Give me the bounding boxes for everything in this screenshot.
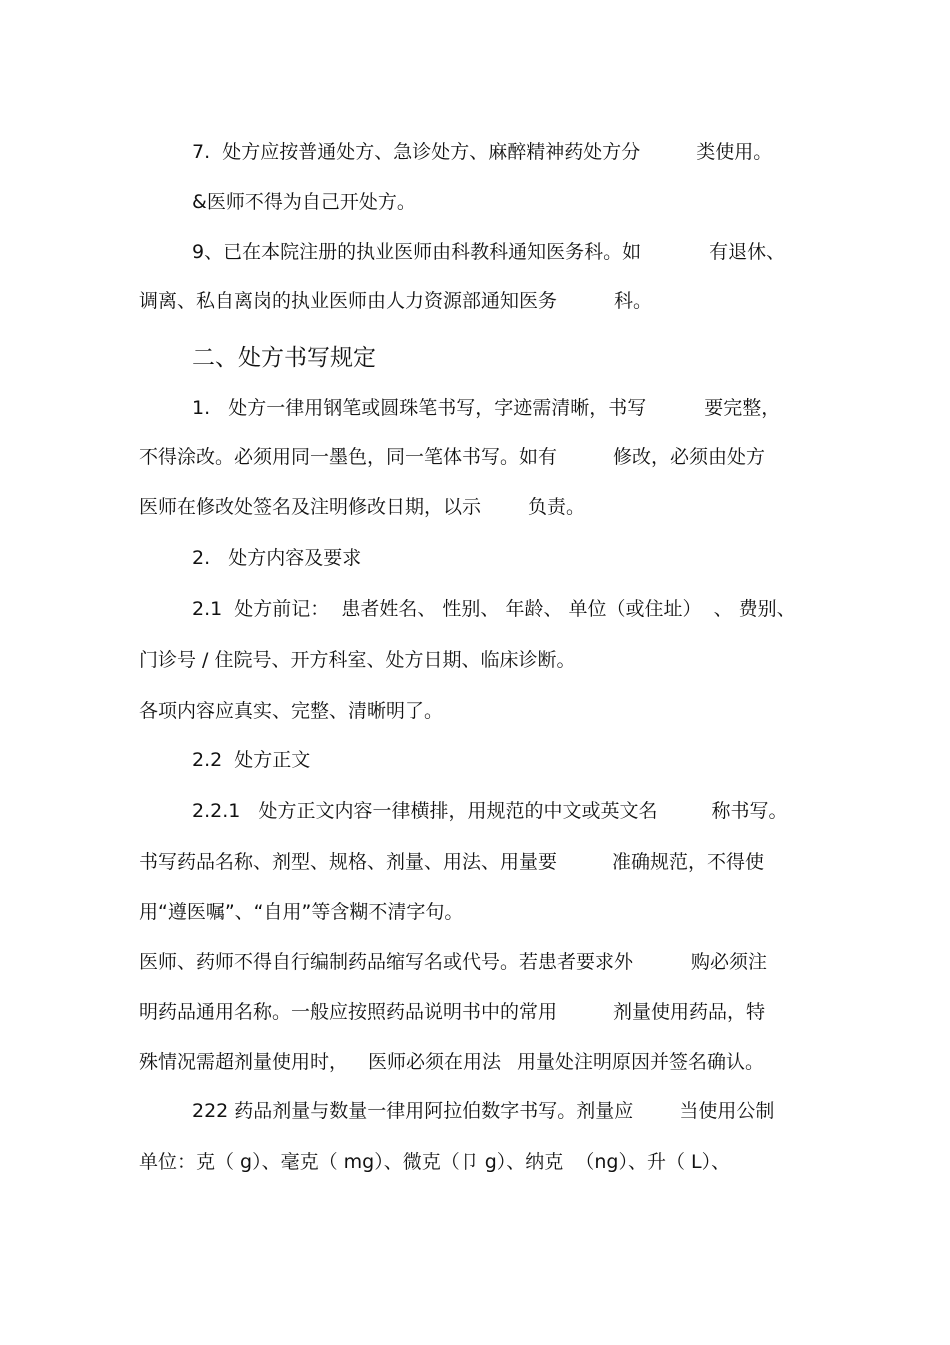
text-line-17-part-b: 购必须注	[691, 951, 768, 973]
text-line-21	[139, 1150, 730, 1174]
text-line-20-part-a: 222 药品剂量与数量一律用阿拉伯数字书写。剂量应	[192, 1100, 634, 1122]
text-line-19-part-b: 医师必须在用法	[368, 1051, 502, 1073]
text-line-14-part-a: 2.2.1 处方正文内容一律横排，用规范的中文或英文名	[192, 800, 658, 822]
text-line-4	[139, 289, 652, 313]
text-line-18	[139, 1000, 765, 1024]
text-line-10	[192, 597, 796, 621]
text-line-3-part-b: 有退休、	[709, 241, 786, 263]
text-line-15-part-a: 书写药品名称、剂型、规格、剂量、用法、用量要	[139, 851, 558, 873]
text-line-15-part-b: 准确规范，不得使	[612, 851, 765, 873]
text-line-2-part-a: &医师不得为自己开处方。	[192, 191, 416, 213]
text-line-19-part-a: 殊情况需超剂量使用时，	[139, 1051, 349, 1073]
text-line-17-part-a: 医师、药师不得自行编制药品缩写名或代号。若患者要求外	[139, 951, 634, 973]
text-line-20	[192, 1099, 774, 1123]
text-line-9	[192, 546, 361, 570]
text-line-14-part-b: 称书写。	[711, 800, 788, 822]
text-line-15	[139, 850, 764, 874]
text-line-17	[139, 950, 767, 974]
text-line-10-part-a: 2.1 处方前记： 患者姓名、 性别、 年龄、 单位（或住址） 、 费别、	[192, 598, 796, 620]
text-line-1-part-b: 类使用。	[696, 141, 773, 163]
section-heading	[192, 344, 376, 372]
text-line-6	[192, 396, 780, 420]
text-line-2	[192, 190, 416, 214]
text-line-4-part-a: 调离、私自离岗的执业医师由人力资源部通知医务	[139, 290, 558, 312]
text-line-8	[139, 495, 585, 519]
text-line-18-part-a: 明药品通用名称。一般应按照药品说明书中的常用	[139, 1001, 558, 1023]
text-line-8-part-a: 医师在修改处签名及注明修改日期，以示	[139, 496, 482, 518]
text-line-16	[139, 900, 463, 924]
text-line-9-part-a: 2. 处方内容及要求	[192, 547, 362, 569]
text-line-11	[139, 648, 575, 672]
text-line-7-part-b: 修改，必须由处方	[613, 446, 766, 468]
text-line-18-part-b: 剂量使用药品，特	[613, 1001, 766, 1023]
text-line-3-part-a: 9、已在本院注册的执业医师由科教科通知医务科。如	[192, 241, 642, 263]
text-line-19	[139, 1050, 764, 1074]
text-line-1-part-a: 7. 处方应按普通处方、急诊处方、麻醉精神药处方分	[192, 141, 641, 163]
text-line-16-part-a: 用“遵医嘱”、“自用”等含糊不清字句。	[139, 901, 464, 923]
text-line-1	[192, 140, 772, 164]
text-line-3	[192, 240, 785, 264]
section-heading-text: 二、处方书写规定	[192, 345, 376, 371]
text-line-6-part-b: 要完整，	[704, 397, 781, 419]
text-line-12	[139, 699, 443, 723]
text-line-13-part-a: 2.2 处方正文	[192, 749, 311, 771]
text-line-6-part-a: 1. 处方一律用钢笔或圆珠笔书写，字迹需清晰，书写	[192, 397, 647, 419]
text-line-8-part-b: 负责。	[528, 496, 586, 518]
text-line-14	[192, 799, 787, 823]
text-line-12-part-a: 各项内容应真实、完整、清晰明了。	[139, 700, 444, 722]
text-line-4-part-b: 科。	[614, 290, 653, 312]
text-line-20-part-b: 当使用公制	[679, 1100, 775, 1122]
text-line-11-part-a: 门诊号 / 住院号、开方科室、处方日期、临床诊断。	[139, 649, 576, 671]
text-line-19-part-c: 用量处注明原因并签名确认。	[517, 1051, 765, 1073]
text-line-7	[139, 445, 765, 469]
text-line-21-part-a: 单位：克（ g）、毫克（ mg）、微克（卩 g）、纳克 （ng）、升（ L）、	[139, 1151, 731, 1173]
text-line-13	[192, 748, 310, 772]
text-line-7-part-a: 不得涂改。必须用同一墨色，同一笔体书写。如有	[139, 446, 558, 468]
